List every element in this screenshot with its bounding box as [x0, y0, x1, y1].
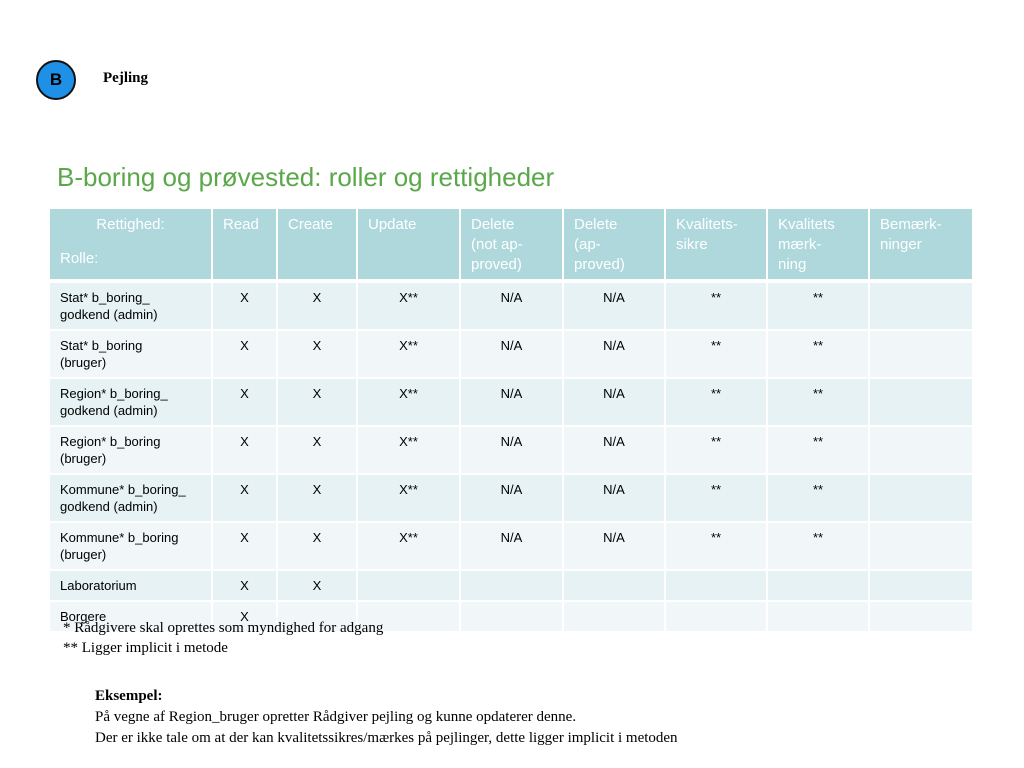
permission-cell: **	[665, 281, 767, 330]
section-label: Pejling	[103, 70, 148, 86]
permission-cell: N/A	[460, 378, 563, 426]
permission-cell: X**	[357, 426, 460, 474]
role-cell: Laboratorium	[50, 570, 212, 601]
permission-cell: X	[277, 330, 357, 378]
example-box	[95, 686, 678, 749]
role-cell: Region* b_boring_ godkend (admin)	[50, 378, 212, 426]
permission-cell: N/A	[460, 474, 563, 522]
role-cell: Borgere	[50, 601, 212, 632]
permission-cell: X**	[357, 522, 460, 570]
column-header: Read	[212, 209, 277, 281]
permission-cell: N/A	[563, 330, 665, 378]
permission-cell	[869, 378, 972, 426]
permission-cell: N/A	[460, 281, 563, 330]
role-cell: Region* b_boring (bruger)	[50, 426, 212, 474]
permission-cell: X**	[357, 474, 460, 522]
permission-cell: N/A	[563, 281, 665, 330]
permission-cell: X	[212, 281, 277, 330]
permission-cell: X**	[357, 281, 460, 330]
permission-cell: N/A	[460, 330, 563, 378]
permission-cell: X	[277, 378, 357, 426]
permission-cell	[869, 601, 972, 632]
permission-cell	[460, 601, 563, 632]
permission-cell: **	[665, 474, 767, 522]
permission-cell: **	[767, 474, 869, 522]
permission-cell: X	[212, 601, 277, 632]
permission-cell: X	[212, 330, 277, 378]
permission-cell	[357, 570, 460, 601]
footnote-single-star: * Rådgivere skal oprettes som myndighed for adgang	[63, 620, 384, 636]
header-corner	[50, 209, 212, 281]
permission-cell: X	[277, 426, 357, 474]
permission-cell: **	[665, 426, 767, 474]
permission-cell	[869, 522, 972, 570]
column-header: Bemærk- ninger	[869, 209, 972, 281]
table-row	[50, 330, 972, 378]
permission-cell: X	[212, 426, 277, 474]
permission-cell: **	[767, 281, 869, 330]
table-row	[50, 570, 972, 601]
permission-cell: **	[767, 522, 869, 570]
permission-cell: X	[277, 474, 357, 522]
permission-cell: **	[767, 378, 869, 426]
role-cell: Stat* b_boring_ godkend (admin)	[50, 281, 212, 330]
permission-cell	[869, 474, 972, 522]
permission-cell: X**	[357, 330, 460, 378]
column-header: Kvalitets mærk- ning	[767, 209, 869, 281]
header-rolle: Rolle:	[60, 250, 99, 267]
footnote-double-star: ** Ligger implicit i metode	[63, 640, 228, 656]
column-header: Delete (not ap- proved)	[460, 209, 563, 281]
column-header: Update	[357, 209, 460, 281]
role-cell: Kommune* b_boring (bruger)	[50, 522, 212, 570]
section-badge: B	[36, 60, 76, 100]
permission-cell: **	[767, 330, 869, 378]
permission-cell	[665, 570, 767, 601]
permission-cell	[869, 281, 972, 330]
column-header: Create	[277, 209, 357, 281]
role-cell: Kommune* b_boring_ godkend (admin)	[50, 474, 212, 522]
column-header: Kvalitets- sikre	[665, 209, 767, 281]
permission-cell: X	[277, 522, 357, 570]
permission-cell	[563, 601, 665, 632]
permission-cell	[869, 570, 972, 601]
permission-cell: N/A	[563, 426, 665, 474]
permission-cell: X	[212, 522, 277, 570]
example-line-2: Der er ikke tale om at der kan kvalitetssikres/mærkes på pejlinger, dette ligger implicit i metoden	[95, 730, 678, 746]
permission-cell: N/A	[563, 474, 665, 522]
table-row	[50, 522, 972, 570]
permission-cell: **	[665, 378, 767, 426]
permission-cell: X	[212, 474, 277, 522]
role-cell: Stat* b_boring (bruger)	[50, 330, 212, 378]
permission-cell	[665, 601, 767, 632]
permission-cell	[460, 570, 563, 601]
permission-cell: N/A	[563, 522, 665, 570]
example-heading: Eksempel:	[95, 688, 163, 704]
page-title: B-boring og prøvested: roller og rettigheder	[57, 162, 555, 192]
table-row	[50, 378, 972, 426]
permission-cell: X	[212, 570, 277, 601]
rights-table	[50, 209, 972, 633]
table-row	[50, 426, 972, 474]
table-row	[50, 281, 972, 330]
permission-cell: X**	[357, 378, 460, 426]
table-row	[50, 474, 972, 522]
footnotes	[63, 618, 383, 658]
column-header: Delete (ap- proved)	[563, 209, 665, 281]
example-line-1: På vegne af Region_bruger opretter Rådgiver pejling og kunne opdaterer denne.	[95, 709, 577, 725]
permission-cell	[767, 570, 869, 601]
table-header-row	[50, 209, 972, 281]
permission-cell: **	[767, 426, 869, 474]
permission-cell	[767, 601, 869, 632]
permission-cell: **	[665, 522, 767, 570]
permission-cell	[563, 570, 665, 601]
permission-cell: N/A	[563, 378, 665, 426]
permission-cell: N/A	[460, 522, 563, 570]
permission-cell: X	[277, 281, 357, 330]
permission-cell: N/A	[460, 426, 563, 474]
permission-cell	[869, 330, 972, 378]
header-rettighed: Rettighed:	[96, 216, 165, 233]
permission-cell	[869, 426, 972, 474]
permission-cell: X	[277, 570, 357, 601]
permission-cell: **	[665, 330, 767, 378]
table-body	[50, 281, 972, 632]
permission-cell: X	[212, 378, 277, 426]
